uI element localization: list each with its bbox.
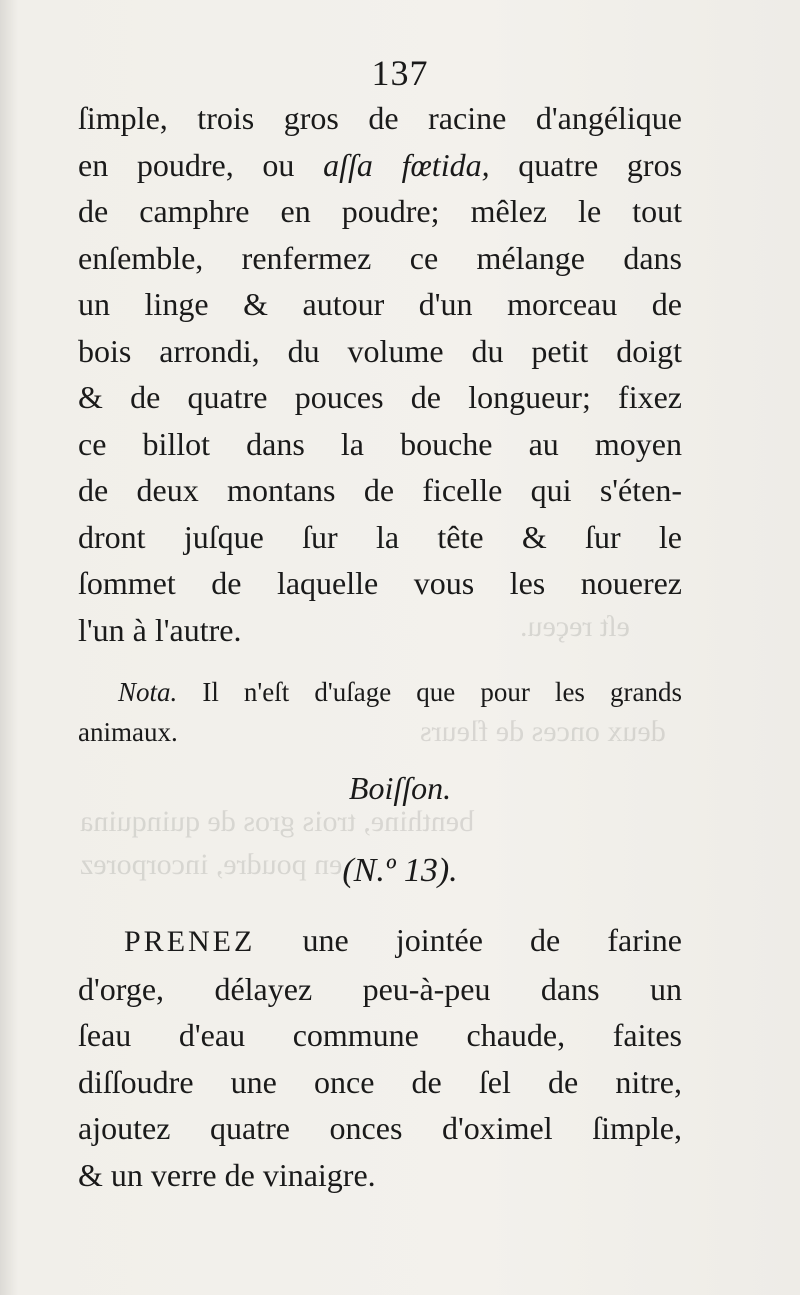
text-line (78, 917, 682, 966)
text-line: ſeau d'eau commune chaude, faites (78, 1017, 682, 1053)
text-line: l'un à l'autre. (78, 611, 242, 648)
bleed-through-text: en poudre, incorporez (80, 848, 343, 881)
text-line: de deux montans de ficelle qui s'éten- (78, 472, 682, 508)
text-line: ſimple, trois gros de racine d'angélique (78, 100, 682, 136)
text-fragment: quatre gros (518, 146, 683, 183)
text-line: bois arrondi, du volume du petit doigt (78, 332, 682, 369)
text-line: dront juſque ſur la tête & ſur le (78, 518, 682, 555)
nota-text: Il n'eſt d'uſage que pour les grands (202, 677, 682, 707)
text-line: d'orge, délayez peu-à-peu dans un (78, 970, 682, 1007)
text-line: enſemble, renfermez ce mélange dans (78, 239, 682, 276)
text-line: un linge & autour d'un morceau de (78, 286, 682, 322)
text-line: diſſoudre une once de ſel de nitre, (78, 1063, 682, 1100)
page-number: 137 (371, 53, 429, 93)
text-line: de camphre en poudre; mêlez le tout (78, 193, 682, 229)
nota-note (78, 672, 682, 752)
bleed-through-text: benthine, trois gros de quinquina (80, 805, 475, 838)
drop-word: PRENEZ (124, 925, 256, 958)
italic-term: aſſa fœtida, (323, 146, 490, 183)
section-title: Boiſſon. (348, 770, 452, 806)
nota-line (78, 672, 682, 712)
nota-line: animaux. (78, 717, 178, 747)
text-line (78, 142, 682, 189)
bleed-through-text: deux onces de fleurs (420, 715, 666, 748)
text-line: ſommet de laquelle vous les nouerez (78, 565, 682, 601)
bleed-through-text: eſt reçeu. (520, 610, 630, 643)
text-fragment: une jointée de farine (302, 922, 682, 958)
text-line: ajoutez quatre onces d'oximel ſimple, (78, 1110, 682, 1146)
section-number: (N.º 13). (342, 852, 458, 889)
top-paragraph (78, 95, 682, 653)
recipe-paragraph (78, 917, 682, 1198)
text-fragment: en poudre, ou (78, 146, 295, 183)
text-line: & de quatre pouces de longueur; fixez (78, 379, 682, 415)
text-line: & un verre de vinaigre. (78, 1156, 376, 1193)
text-line: ce billot dans la bouche au moyen (78, 425, 682, 462)
nota-label: Nota. (118, 677, 178, 707)
